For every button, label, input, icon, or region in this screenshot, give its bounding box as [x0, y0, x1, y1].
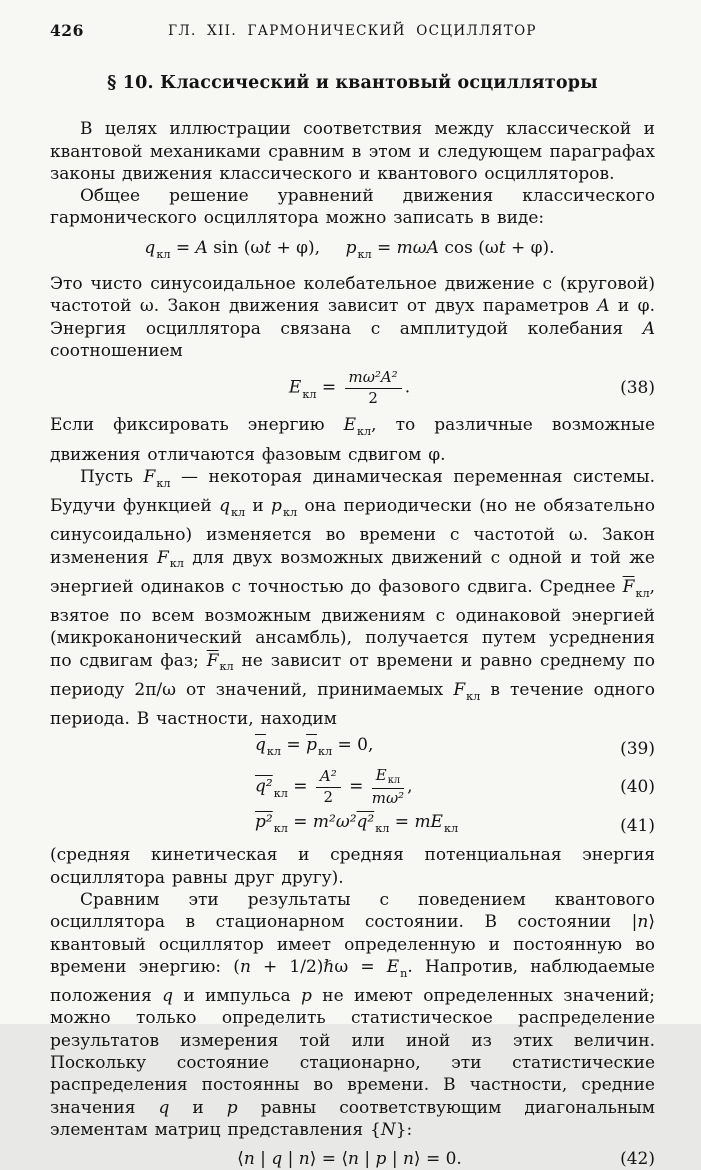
text-body [50, 118, 655, 1170]
equation [50, 369, 655, 407]
equation-number: (42) [620, 1149, 655, 1170]
equation-number: (38) [620, 378, 655, 399]
page-header [50, 20, 655, 44]
section-heading: § 10. Классический и квантовый осцилляторы [107, 73, 598, 93]
equation-body: $E_{кл}$ = $\frac{\text{mω²A²}}{2}$ . [288, 368, 411, 407]
fraction: $\frac{\text{mω²A²}}{2}$ [345, 369, 402, 407]
paragraph: Общее решение уравнений движения классического гармонического осциллятора можно записать в виде: [50, 186, 655, 229]
paragraph: Это чисто синусоидальное колебательное движение с (круговой) частотой ω. Закон движения зависит от двух параметров A и φ. Энергия осциллятора связана с амплитудой колебания A соотношением [50, 273, 655, 361]
equation-body: ⟨n | q | n⟩ = ⟨n | p | n⟩ = 0. [237, 1149, 462, 1170]
equation [50, 767, 655, 807]
fraction: $\frac{\text{Eкл}}{\text{mω²}}$ [371, 766, 405, 807]
equation-body: $p^2_{кл} = m^2\omega^2q^2_{кл} = mE_{кл}$ [255, 812, 459, 836]
equation-body: $q^2_{кл}$ = $\frac{\text{A²}}{2}$ = $\frac{\text{Eкл}}{\text{mω²}}$ , [255, 766, 413, 807]
paragraph: Если фиксировать энергию $E_{кл}$, то различные возможные движения отличаются фазовым сдвигом φ. [50, 415, 656, 465]
paragraph: Сравним эти результаты с поведением квантового осциллятора в стационарном состоянии. В состоянии |n⟩ квантовый осциллятор имеет определенную и постоянную во времени энергию: (n + 1/2)ℏω = $E_n$. Напротив, наблюдаемые положения q и импульса p не имеют определенных значений; можно только определить статистическое распределение результатов измерения той или иной из этих величин. Поскольку состояние стационарно, эти статистические распределения постоянны во времени. В частности, средние значения q и p равны соответствующим диагональным элементам матриц представления {N}: [50, 890, 656, 1140]
equation-number: (39) [620, 738, 655, 759]
equation [50, 237, 655, 266]
equation [50, 1148, 655, 1170]
paragraph: В целях иллюстрации соответствия между классической и квантовой механиками сравним в этом и следующем параграфах законы движения классического и квантового осцилляторов. [50, 119, 655, 184]
equation-number: (41) [620, 815, 655, 836]
equation-body: $q_{кл} = A$ sin (ωt + φ), $p_{кл} = m\omega A$ cos (ωt + φ). [144, 237, 555, 261]
equation-number: (40) [620, 777, 655, 798]
paragraph: Пусть $F_{кл}$ — некоторая динамическая переменная системы. Будучи функцией $q_{кл}$ и $p_{кл}$ она периодически (но не обязательно синусоидально) изменяется во времени с частотой ω. Закон изменения $F_{кл}$ для двух возможных движений с одной и той же энергией одинаков с точностью до фазового сдвига. Среднее $\overline{F}_{кл}$, взятое по всем возможным движениям с одинаковой энергией (микроканонический ансамбль), получается путем усреднения по сдвигам фаз; $\overline{F}_{кл}$ не зависит от времени и равно среднему по периоду 2π/ω от значений, принимаемых $F_{кл}$ в течение одного периода. В частности, находим [50, 466, 655, 729]
fraction: $\frac{\text{A²}}{2}$ [316, 768, 341, 806]
equation-body: $\overline{q}_{кл} = \overline{p}_{кл} = 0$, [255, 735, 374, 759]
equation [50, 734, 655, 763]
page-number: 426 [50, 21, 84, 40]
equation [50, 811, 655, 840]
running-head: ГЛ. XII. ГАРМОНИЧЕСКИЙ ОСЦИЛЛЯТОР [168, 23, 537, 39]
paragraph: (средняя кинетическая и средняя потенциальная энергия осциллятора равны друг другу). [50, 845, 655, 888]
